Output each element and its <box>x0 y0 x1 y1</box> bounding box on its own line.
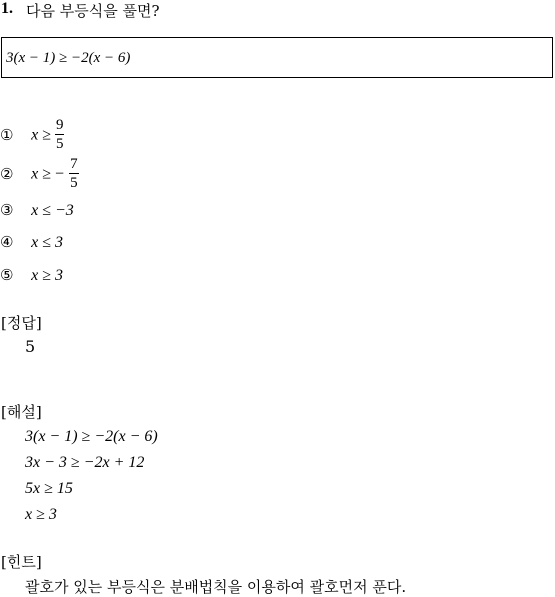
choice-2-lhs: x ≥ <box>31 165 55 183</box>
choice-3-marker: ③ <box>0 201 14 219</box>
choice-2[interactable] <box>0 157 79 191</box>
choice-2-marker: ② <box>0 164 14 183</box>
inequality-box <box>1 37 553 78</box>
solution-step-3: 5x ≥ 15 <box>25 480 73 497</box>
choice-2-denominator: 5 <box>70 175 78 191</box>
hint-text: 괄호가 있는 부등식은 분배법칙을 이용하여 괄호먼저 푼다. <box>25 578 407 596</box>
choice-4[interactable] <box>0 232 63 252</box>
answer-value: 5 <box>25 337 36 356</box>
choice-1-lhs: x ≥ <box>31 126 55 144</box>
solution-heading: [해설] <box>1 403 42 421</box>
solution-step-4: x ≥ 3 <box>25 506 57 523</box>
choice-5[interactable] <box>0 265 63 285</box>
choice-2-fraction <box>69 157 79 191</box>
choice-3[interactable] <box>0 200 74 220</box>
hint-heading: [힌트] <box>1 553 42 571</box>
choice-1[interactable] <box>0 118 64 152</box>
choice-5-marker: ⑤ <box>0 266 14 284</box>
choice-1-numerator: 9 <box>55 117 64 133</box>
solution-step-1: 3(x − 1) ≥ −2(x − 6) <box>25 428 158 445</box>
box-expression: 3(x − 1) ≥ −2(x − 6) <box>6 50 131 66</box>
choice-2-numerator: 7 <box>70 156 78 172</box>
question-prompt: 다음 부등식을 풀면? <box>26 2 160 20</box>
solution-step-2: 3x − 3 ≥ −2x + 12 <box>25 454 145 471</box>
choice-4-text: x ≤ 3 <box>31 234 63 251</box>
choice-1-marker: ① <box>0 125 14 144</box>
choice-1-denominator: 5 <box>55 136 64 152</box>
choice-3-text: x ≤ −3 <box>31 202 74 219</box>
question-number: 1. <box>1 0 13 17</box>
choice-2-sign: − <box>54 165 65 183</box>
choice-4-marker: ④ <box>0 233 14 251</box>
choice-5-text: x ≥ 3 <box>31 267 63 284</box>
choice-1-fraction <box>55 118 65 152</box>
answer-heading: [정답] <box>1 314 42 332</box>
